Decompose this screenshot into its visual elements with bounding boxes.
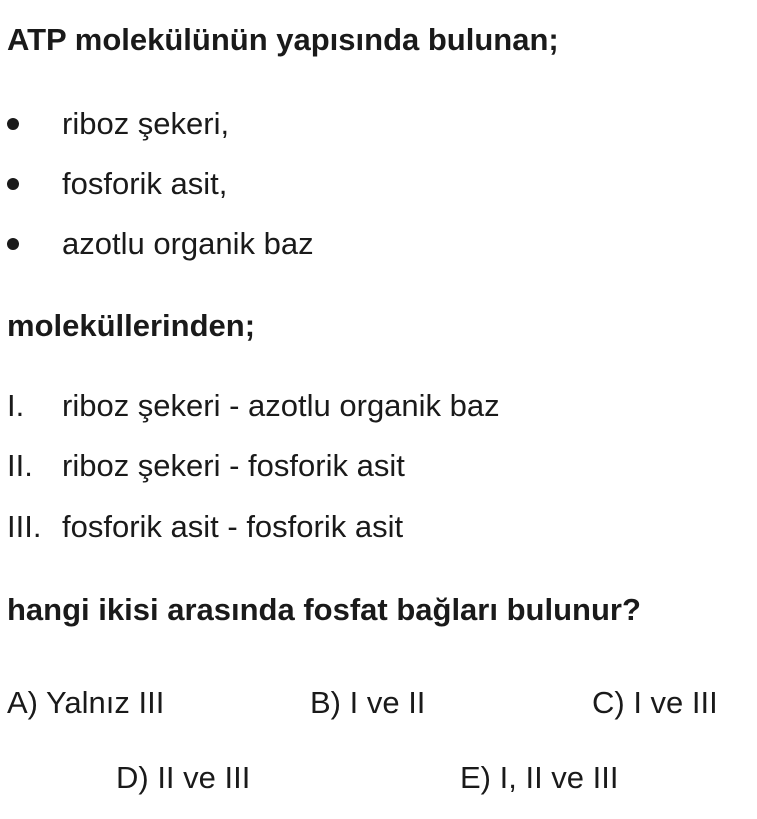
bullet-dot [7,118,19,130]
bullet-item-azotlu: azotlu organik baz [62,226,314,261]
statement-numeral-1: I. [7,388,25,423]
option-b[interactable]: B) I ve II [310,685,426,720]
option-d[interactable]: D) II ve III [116,760,251,795]
statement-numeral-3: III. [7,509,42,544]
statement-text-1: riboz şekeri - azotlu organik baz [62,388,500,423]
statement-numeral-2: II. [7,448,33,483]
bullet-item-fosforik: fosforik asit, [62,166,228,201]
bullet-item-riboz: riboz şekeri, [62,106,230,141]
bullet-dot [7,178,19,190]
question-middle: moleküllerinden; [7,308,256,343]
bullet-dot [7,238,19,250]
option-c[interactable]: C) I ve III [592,685,718,720]
statement-text-2: riboz şekeri - fosforik asit [62,448,405,483]
statement-text-3: fosforik asit - fosforik asit [62,509,404,544]
question-prompt: hangi ikisi arasında fosfat bağları bulunur? [7,592,641,627]
option-a[interactable]: A) Yalnız III [7,685,165,720]
option-e[interactable]: E) I, II ve III [460,760,619,795]
question-intro: ATP molekülünün yapısında bulunan; [7,22,559,57]
